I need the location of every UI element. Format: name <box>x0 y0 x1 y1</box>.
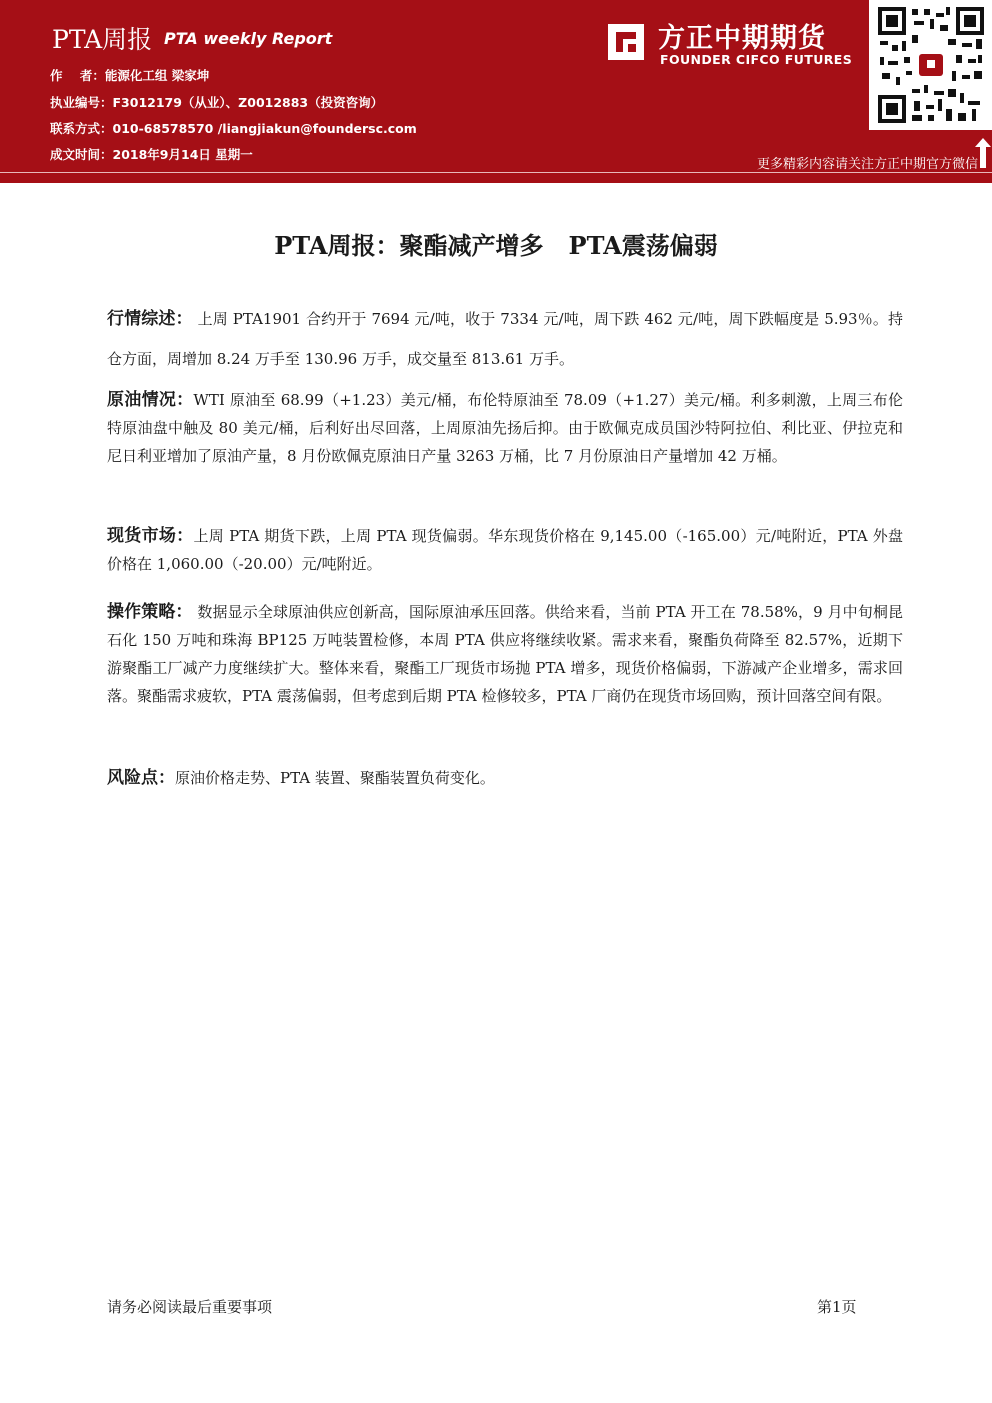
license-label: 执业编号： <box>50 95 113 110</box>
meta-contact <box>50 119 417 137</box>
section-market-overview <box>107 299 903 379</box>
author-label: 作 者： <box>50 68 105 83</box>
page-number: 第1页 <box>817 1298 857 1316</box>
footer-notice: 请务必阅读最后重要事项 <box>107 1298 273 1316</box>
company-name-en: FOUNDER CIFCO FUTURES <box>660 52 853 67</box>
section-label: 行情综述： <box>107 309 193 329</box>
section-label: 原油情况： <box>107 390 194 410</box>
follow-wechat-text: 更多精彩内容请关注方正中期官方微信 <box>756 157 978 172</box>
author-value: 能源化工组 梁家坤 <box>104 68 210 83</box>
header-band <box>0 0 992 183</box>
section-spot-market <box>107 522 903 578</box>
contact-value: 010-68578570 /liangjiakun@foundersc.com <box>112 121 417 136</box>
meta-author <box>50 66 209 84</box>
section-risk <box>107 764 903 792</box>
contact-label: 联系方式： <box>50 121 113 136</box>
header-divider <box>0 172 992 173</box>
section-crude-oil <box>107 386 903 470</box>
qr-code <box>869 0 992 130</box>
section-label: 现货市场： <box>107 526 194 546</box>
section-strategy <box>107 598 903 710</box>
document-title: PTA周报：聚酯减产增多 PTA震荡偏弱 <box>274 231 718 260</box>
report-name-en: PTA weekly Report <box>164 29 333 48</box>
section-text: WTI 原油至 68.99（+1.23）美元/桶，布伦特原油至 78.09（+1.27）美元/桶。利多刺激，上周三布伦特原油盘中触及 80 美元/桶，后利好出尽回落，上周原油先扬后抑。由于欧佩克成员国沙特阿拉伯、利比亚、伊拉克和尼日利亚增加了原油产量，8 月份欧佩克原油日产量 3263 万桶，比 7 月份原油日产量增加 42 万桶。 <box>107 391 903 465</box>
report-name: PTA周报 <box>52 25 153 54</box>
meta-license <box>50 93 383 111</box>
section-label: 风险点： <box>107 768 175 788</box>
founder-logo-icon <box>606 22 646 62</box>
license-value: F3012179（从业）、Z0012883（投资咨询） <box>112 95 384 110</box>
section-text: 上周 PTA 期货下跌，上周 PTA 现货偏弱。华东现货价格在 9,145.00（-165.00）元/吨附近，PTA 外盘价格在 1,060.00（-20.00）元/吨附近。 <box>107 527 904 573</box>
section-text: 数据显示全球原油供应创新高，国际原油承压回落。供给来看，当前 PTA 开工在 78.58%，9 月中旬桐昆石化 150 万吨和珠海 BP125 万吨装置检修，本周 PTA 供应将继续收紧。需求来看，聚酯负荷降至 82.57%，近期下游聚酯工厂减产力度继续扩大。整体来看，聚酯工厂现货市场抛 PTA 增多，现货价格偏弱，下游减产企业增多，需求回落。聚酯需求疲软，PTA 震荡偏弱，但考虑到后期 PTA 检修较多，PTA 厂商仍在现货市场回购，预计回落空间有限。 <box>107 603 903 705</box>
date-label: 成文时间： <box>50 147 113 162</box>
section-text: 上周 PTA1901 合约开于 7694 元/吨，收于 7334 元/吨，周下跌 462 元/吨，周下跌幅度是 5.93％。持仓方面，周增加 8.24 万手至 130.96 万手，成交量至 813.61 万手。 <box>107 310 904 368</box>
section-label: 操作策略： <box>107 602 193 622</box>
section-text: 原油价格走势、PTA 装置、聚酯装置负荷变化。 <box>175 769 495 787</box>
arrow-up-icon <box>975 138 991 170</box>
company-name-cn: 方正中期期货 <box>658 23 826 54</box>
date-value: 2018年9月14日 星期一 <box>112 147 253 162</box>
meta-date <box>50 145 253 163</box>
qr-code-icon <box>876 5 986 125</box>
